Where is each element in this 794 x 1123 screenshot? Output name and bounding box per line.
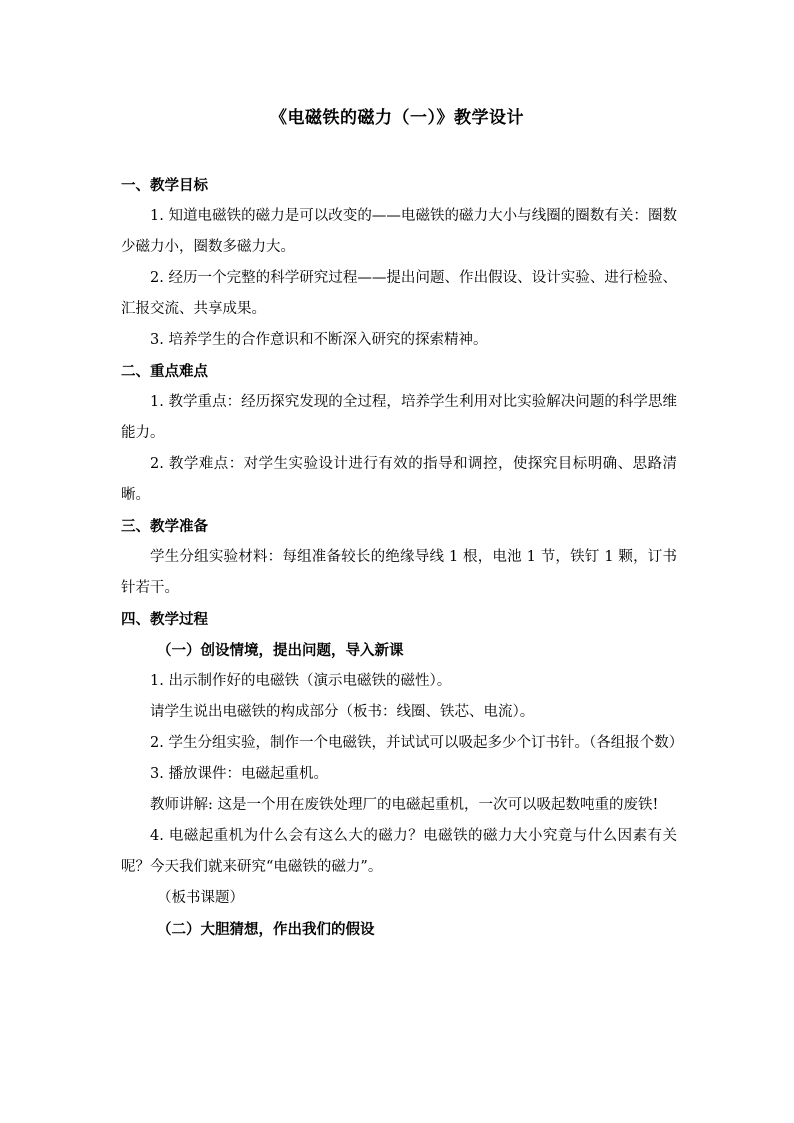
document-title: 《电磁铁的磁力（一）》教学设计 <box>270 108 524 128</box>
paragraph: 3. 播放课件：电磁起重机。 <box>150 766 328 782</box>
subsection-heading-hypothesis: （二）大胆猜想，作出我们的假设 <box>157 921 375 938</box>
section-heading-objectives: 一、教学目标 <box>121 177 208 194</box>
document-body <box>121 170 684 945</box>
paragraph: 请学生说出电磁铁的构成部分（板书：线圈、铁芯、电流）。 <box>150 704 535 720</box>
paragraph: 1. 知道电磁铁的磁力是可以改变的——电磁铁的磁力大小与线圈的圈数有关：圈数少磁力小，圈数多磁力大。 <box>121 208 677 255</box>
subsection-heading-intro: （一）创设情境，提出问题，导入新课 <box>157 642 404 659</box>
paragraph: 3. 培养学生的合作意识和不断深入研究的探索精神。 <box>150 332 488 348</box>
paragraph: 2. 学生分组实验，制作一个电磁铁，并试试可以吸起多少个订书针。（各组报个数） <box>150 735 684 751</box>
paragraph: 4. 电磁起重机为什么会有这么大的磁力？电磁铁的磁力大小究竟与什么因素有关呢？今天我们就来研究“电磁铁的磁力”。 <box>121 828 677 875</box>
paragraph: 教师讲解: 这是一个用在废铁处理厂的电磁起重机，一次可以吸起数吨重的废铁! <box>150 797 659 813</box>
section-heading-key-points: 二、重点难点 <box>121 363 208 380</box>
paragraph: 学生分组实验材料：每组准备较长的绝缘导线 1 根，电池 1 节，铁钉 1 颗，订书针若干。 <box>121 549 677 596</box>
paragraph: 2. 教学难点：对学生实验设计进行有效的指导和调控，使探究目标明确、思路清晰。 <box>121 456 677 503</box>
paragraph: 2. 经历一个完整的科学研究过程——提出问题、作出假设、设计实验、进行检验、汇报交流、共享成果。 <box>121 270 677 317</box>
section-heading-process: 四、教学过程 <box>121 611 208 628</box>
paragraph: 1. 出示制作好的电磁铁（演示电磁铁的磁性）。 <box>150 673 452 689</box>
paragraph: 1. 教学重点：经历探究发现的全过程，培养学生利用对比实验解决问题的科学思维能力。 <box>121 394 677 441</box>
section-heading-preparation: 三、教学准备 <box>121 518 208 535</box>
board-note: （板书课题） <box>157 890 244 906</box>
